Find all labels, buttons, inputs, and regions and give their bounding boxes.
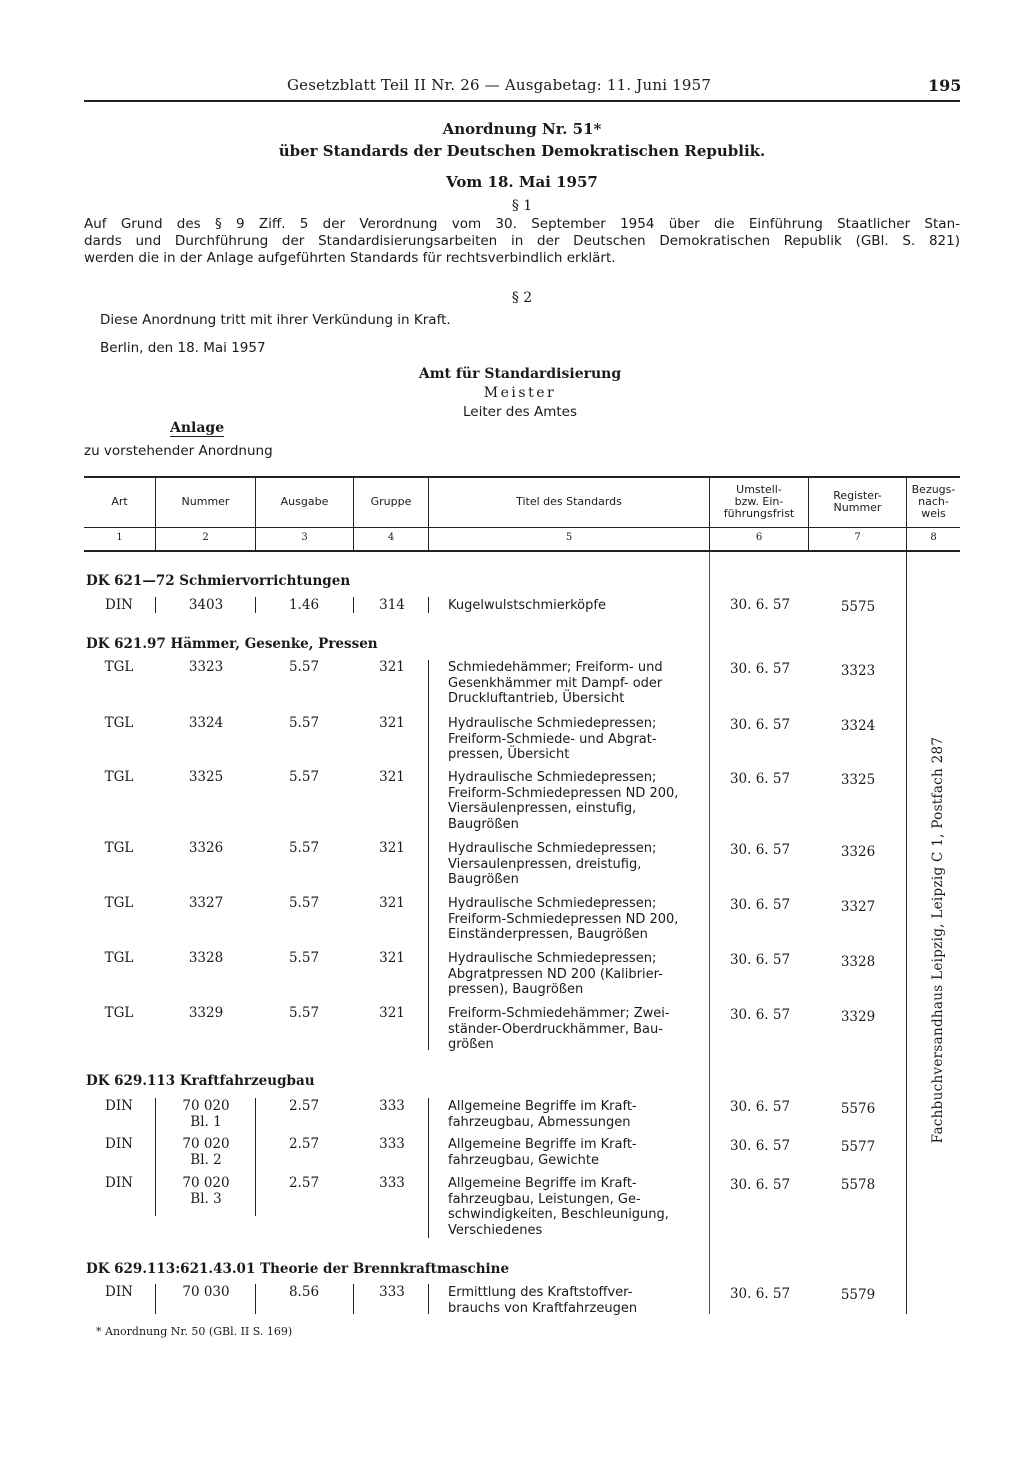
cell-nummer: 3326 xyxy=(188,840,224,856)
title-line: Druckluftantrieb, Übersicht xyxy=(448,691,625,706)
cell-nummer: 3327 xyxy=(188,895,224,911)
title-column-separator xyxy=(428,660,429,1050)
cell-register: 3329 xyxy=(840,1009,876,1025)
header-register-line: Register- xyxy=(833,489,882,502)
column-number: 4 xyxy=(387,532,395,543)
cell-nummer xyxy=(158,1176,254,1207)
cell-gruppe: 321 xyxy=(379,950,405,966)
decree-subtitle: über Standards der Deutschen Demokratischen Republik. xyxy=(278,142,766,160)
column-number: 3 xyxy=(301,532,308,543)
cell-register: 3325 xyxy=(840,772,876,788)
running-header: Gesetzblatt Teil II Nr. 26 — Ausgabetag: 11. Juni 1957 xyxy=(287,76,712,94)
standard-number: 70 020 xyxy=(182,1098,230,1114)
header-ausgabe: Ausgabe xyxy=(280,495,329,508)
cell-ausgabe: 5.57 xyxy=(288,950,320,966)
cell-nummer: 3403 xyxy=(188,597,224,613)
title-line: Freiform-Schmiedepressen ND 200, xyxy=(448,911,679,927)
title-column-separator xyxy=(428,1098,429,1238)
cell-art: TGL xyxy=(104,1005,134,1021)
title-line: pressen, Übersicht xyxy=(448,747,570,762)
cell-frist: 30. 6. 57 xyxy=(729,717,791,733)
cell-titel xyxy=(448,716,706,763)
cell-ausgabe: 1.46 xyxy=(288,597,320,613)
title-line: größen xyxy=(448,1037,494,1052)
cell-ausgabe: 2.57 xyxy=(288,1098,320,1114)
signature-role: Leiter des Amtes xyxy=(463,404,577,420)
cell-frist: 30. 6. 57 xyxy=(729,1007,791,1023)
cell-gruppe: 333 xyxy=(379,1284,405,1300)
cell-ausgabe: 5.57 xyxy=(288,840,320,856)
section-1-line: Auf Grund des § 9 Ziff. 5 der Verordnung vom 30. September 1954 über die Einführung Staatlicher Stan- xyxy=(84,216,960,232)
cell-frist: 30. 6. 57 xyxy=(729,771,791,787)
header-bezug-line: weis xyxy=(921,507,946,520)
cell-ausgabe: 5.57 xyxy=(288,715,320,731)
cell-nummer: 3324 xyxy=(188,715,224,731)
cell-nummer xyxy=(158,1137,254,1168)
column-6-divider xyxy=(709,552,710,1314)
cell-register: 3326 xyxy=(840,844,876,860)
title-line: Abgratpressen ND 200 (Kalibrier- xyxy=(448,966,663,982)
cell-titel xyxy=(448,1285,706,1316)
cell-titel xyxy=(448,660,706,707)
group-heading: DK 629.113:621.43.01 Theorie der Brennkraftmaschine xyxy=(86,1261,510,1277)
sheet-number: Bl. 1 xyxy=(190,1113,222,1130)
cell-titel xyxy=(448,841,706,888)
group-heading: DK 621—72 Schmiervorrichtungen xyxy=(86,573,351,589)
cell-nummer: 3328 xyxy=(188,950,224,966)
row-separator xyxy=(155,1284,156,1314)
row-separator xyxy=(155,597,156,613)
cell-gruppe: 321 xyxy=(379,769,405,785)
cell-gruppe: 333 xyxy=(379,1136,405,1152)
title-line: Hydraulische Schmiedepressen; xyxy=(448,716,657,731)
cell-ausgabe: 5.57 xyxy=(288,659,320,675)
cell-titel xyxy=(448,1176,706,1238)
cell-titel xyxy=(448,896,706,943)
decree-date: Vom 18. Mai 1957 xyxy=(446,173,598,191)
title-line: Allgemeine Begriffe im Kraft- xyxy=(448,1176,637,1191)
section-2-label: § 2 xyxy=(511,290,533,306)
cell-art: DIN xyxy=(105,1175,133,1191)
cell-nummer: 3325 xyxy=(188,769,224,785)
cell-gruppe: 321 xyxy=(379,659,405,675)
header-bezug-line: Bezugs- xyxy=(911,483,956,496)
cell-register: 3327 xyxy=(840,899,876,915)
section-1-text xyxy=(84,216,960,267)
row-separator xyxy=(155,1098,156,1216)
header-frist-line: bzw. Ein- xyxy=(734,495,784,508)
column-number: 7 xyxy=(854,532,861,543)
section-1-line: werden die in der Anlage aufgeführten Standards für rechtsverbindlich erklärt. xyxy=(84,250,616,266)
title-line: Freiform-Schmiede- und Abgrat- xyxy=(448,731,657,747)
column-number: 5 xyxy=(565,532,573,543)
title-line: Allgemeine Begriffe im Kraft- xyxy=(448,1137,637,1152)
standard-number: 70 020 xyxy=(182,1175,230,1191)
cell-ausgabe: 2.57 xyxy=(288,1175,320,1191)
signature-office: Amt für Standardisierung xyxy=(418,366,622,382)
cell-register: 3323 xyxy=(840,663,876,679)
cell-gruppe: 333 xyxy=(379,1098,405,1114)
title-line: Baugrößen xyxy=(448,816,519,832)
cell-titel xyxy=(448,770,706,832)
table-number-rule xyxy=(84,550,960,552)
group-heading: DK 629.113 Kraftfahrzeugbau xyxy=(86,1073,315,1089)
cell-gruppe: 321 xyxy=(379,715,405,731)
cell-art: DIN xyxy=(105,1284,133,1300)
cell-gruppe: 321 xyxy=(379,895,405,911)
signature-name: Meister xyxy=(483,385,557,401)
title-line: Viersaulenpressen, dreistufig, xyxy=(448,856,642,872)
title-line: schwindigkeiten, Beschleunigung, xyxy=(448,1207,669,1222)
section-1-label: § 1 xyxy=(511,198,533,214)
cell-ausgabe: 2.57 xyxy=(288,1136,320,1152)
cell-frist: 30. 6. 57 xyxy=(729,1099,791,1115)
title-line: Verschiedenes xyxy=(448,1222,543,1238)
source-note xyxy=(930,720,950,1160)
title-line: Einständerpressen, Baugrößen xyxy=(448,927,648,942)
title-line: Hydraulische Schmiedepressen; xyxy=(448,951,657,966)
cell-art: TGL xyxy=(104,895,134,911)
header-titel: Titel des Standards xyxy=(516,495,622,508)
header-register-line: Nummer xyxy=(833,501,882,514)
title-line: Baugrößen xyxy=(448,872,519,887)
cell-art: TGL xyxy=(104,840,134,856)
title-line: Freiform-Schmiedehämmer; Zwei- xyxy=(448,1006,670,1021)
header-frist-line: Umstell- xyxy=(736,483,782,496)
standard-number: 70 020 xyxy=(182,1136,230,1152)
header-rule xyxy=(84,100,960,102)
column-8-divider xyxy=(906,552,907,1314)
header-bezug-line: nach- xyxy=(918,495,949,508)
header-bezug xyxy=(907,478,960,526)
title-line: Allgemeine Begriffe im Kraft- xyxy=(448,1099,637,1114)
table-header-rule xyxy=(84,527,960,528)
cell-nummer: 70 030 xyxy=(182,1284,230,1300)
cell-frist: 30. 6. 57 xyxy=(729,597,791,613)
title-line: pressen), Baugrößen xyxy=(448,982,584,997)
cell-art: DIN xyxy=(105,1136,133,1152)
title-line: Hydraulische Schmiedepressen; xyxy=(448,841,657,856)
cell-ausgabe: 8.56 xyxy=(288,1284,320,1300)
title-line: Gesenkhämmer mit Dampf- oder xyxy=(448,675,663,691)
header-art: Art xyxy=(111,495,128,508)
cell-art: DIN xyxy=(105,1098,133,1114)
cell-frist: 30. 6. 57 xyxy=(729,952,791,968)
cell-frist: 30. 6. 57 xyxy=(729,1177,791,1193)
cell-titel xyxy=(448,1137,706,1168)
cell-frist: 30. 6. 57 xyxy=(729,842,791,858)
column-number: 1 xyxy=(116,532,123,543)
header-register xyxy=(809,478,906,526)
cell-gruppe: 321 xyxy=(379,840,405,856)
cell-nummer: 3323 xyxy=(188,659,224,675)
cell-art: TGL xyxy=(104,659,134,675)
cell-gruppe: 314 xyxy=(379,597,405,613)
sheet-number: Bl. 2 xyxy=(190,1151,222,1168)
cell-art: DIN xyxy=(105,597,133,613)
place-date: Berlin, den 18. Mai 1957 xyxy=(100,340,266,356)
source-note-text: Fachbuchversandhaus Leipzig, Leipzig C 1, Postfach 287 xyxy=(930,736,946,1144)
footnote: * Anordnung Nr. 50 (GBl. II S. 169) xyxy=(96,1325,293,1338)
cell-frist: 30. 6. 57 xyxy=(729,1138,791,1154)
row-separator xyxy=(353,1284,354,1314)
cell-frist: 30. 6. 57 xyxy=(729,897,791,913)
column-number: 2 xyxy=(202,532,209,543)
cell-ausgabe: 5.57 xyxy=(288,895,320,911)
row-separator xyxy=(353,597,354,613)
cell-art: TGL xyxy=(104,715,134,731)
title-line: fahrzeugbau, Leistungen, Ge- xyxy=(448,1191,641,1207)
cell-register: 5575 xyxy=(840,599,876,615)
title-line: ständer-Oberdruckhämmer, Bau- xyxy=(448,1021,663,1037)
cell-titel xyxy=(448,951,706,998)
column-number: 6 xyxy=(755,532,763,543)
header-gruppe: Gruppe xyxy=(370,495,412,508)
cell-register: 3324 xyxy=(840,718,876,734)
title-line: Kugelwulstschmierköpfe xyxy=(448,598,606,613)
section-2-text: Diese Anordnung tritt mit ihrer Verkündung in Kraft. xyxy=(100,312,451,328)
cell-register: 5579 xyxy=(840,1287,876,1303)
title-line: Freiform-Schmiedepressen ND 200, xyxy=(448,785,679,801)
annex-label: Anlage xyxy=(170,420,225,436)
header-frist-line: führungsfrist xyxy=(723,507,795,520)
cell-frist: 30. 6. 57 xyxy=(729,661,791,677)
cell-titel xyxy=(448,1006,706,1053)
cell-nummer: 3329 xyxy=(188,1005,224,1021)
cell-frist: 30. 6. 57 xyxy=(729,1286,791,1302)
header-frist xyxy=(710,478,808,526)
cell-art: TGL xyxy=(104,769,134,785)
cell-nummer xyxy=(158,1099,254,1130)
column-number: 8 xyxy=(930,532,937,543)
decree-title: Anordnung Nr. 51* xyxy=(442,120,602,138)
cell-gruppe: 333 xyxy=(379,1175,405,1191)
title-line: Ermittlung des Kraftstoffver- xyxy=(448,1285,633,1300)
title-line: Schmiedehämmer; Freiform- und xyxy=(448,660,663,675)
page-number: 195 xyxy=(928,76,962,95)
cell-register: 5577 xyxy=(840,1139,876,1155)
section-1-line: dards und Durchführung der Standardisierungsarbeiten in der Deutschen Demokratischen Republik (GBl. S. 821) xyxy=(84,233,960,249)
header-nummer: Nummer xyxy=(181,495,230,508)
cell-ausgabe: 5.57 xyxy=(288,769,320,785)
row-separator xyxy=(255,1098,256,1216)
title-line: Hydraulische Schmiedepressen; xyxy=(448,896,657,911)
title-line: brauchs von Kraftfahrzeugen xyxy=(448,1300,638,1316)
title-line: Viersäulenpressen, einstufig, xyxy=(448,801,637,816)
cell-register: 5576 xyxy=(840,1101,876,1117)
cell-gruppe: 321 xyxy=(379,1005,405,1021)
row-separator xyxy=(428,1284,429,1314)
row-separator xyxy=(255,597,256,613)
sheet-number: Bl. 3 xyxy=(190,1190,222,1207)
row-separator xyxy=(428,597,429,613)
cell-titel xyxy=(448,598,706,614)
annex-subtitle: zu vorstehender Anordnung xyxy=(84,443,273,459)
group-heading: DK 621.97 Hämmer, Gesenke, Pressen xyxy=(86,636,378,652)
title-line: Hydraulische Schmiedepressen; xyxy=(448,770,657,785)
cell-titel xyxy=(448,1099,706,1130)
cell-register: 5578 xyxy=(840,1177,876,1193)
cell-ausgabe: 5.57 xyxy=(288,1005,320,1021)
cell-art: TGL xyxy=(104,950,134,966)
title-line: fahrzeugbau, Abmessungen xyxy=(448,1114,631,1130)
title-line: fahrzeugbau, Gewichte xyxy=(448,1152,599,1168)
cell-register: 3328 xyxy=(840,954,876,970)
